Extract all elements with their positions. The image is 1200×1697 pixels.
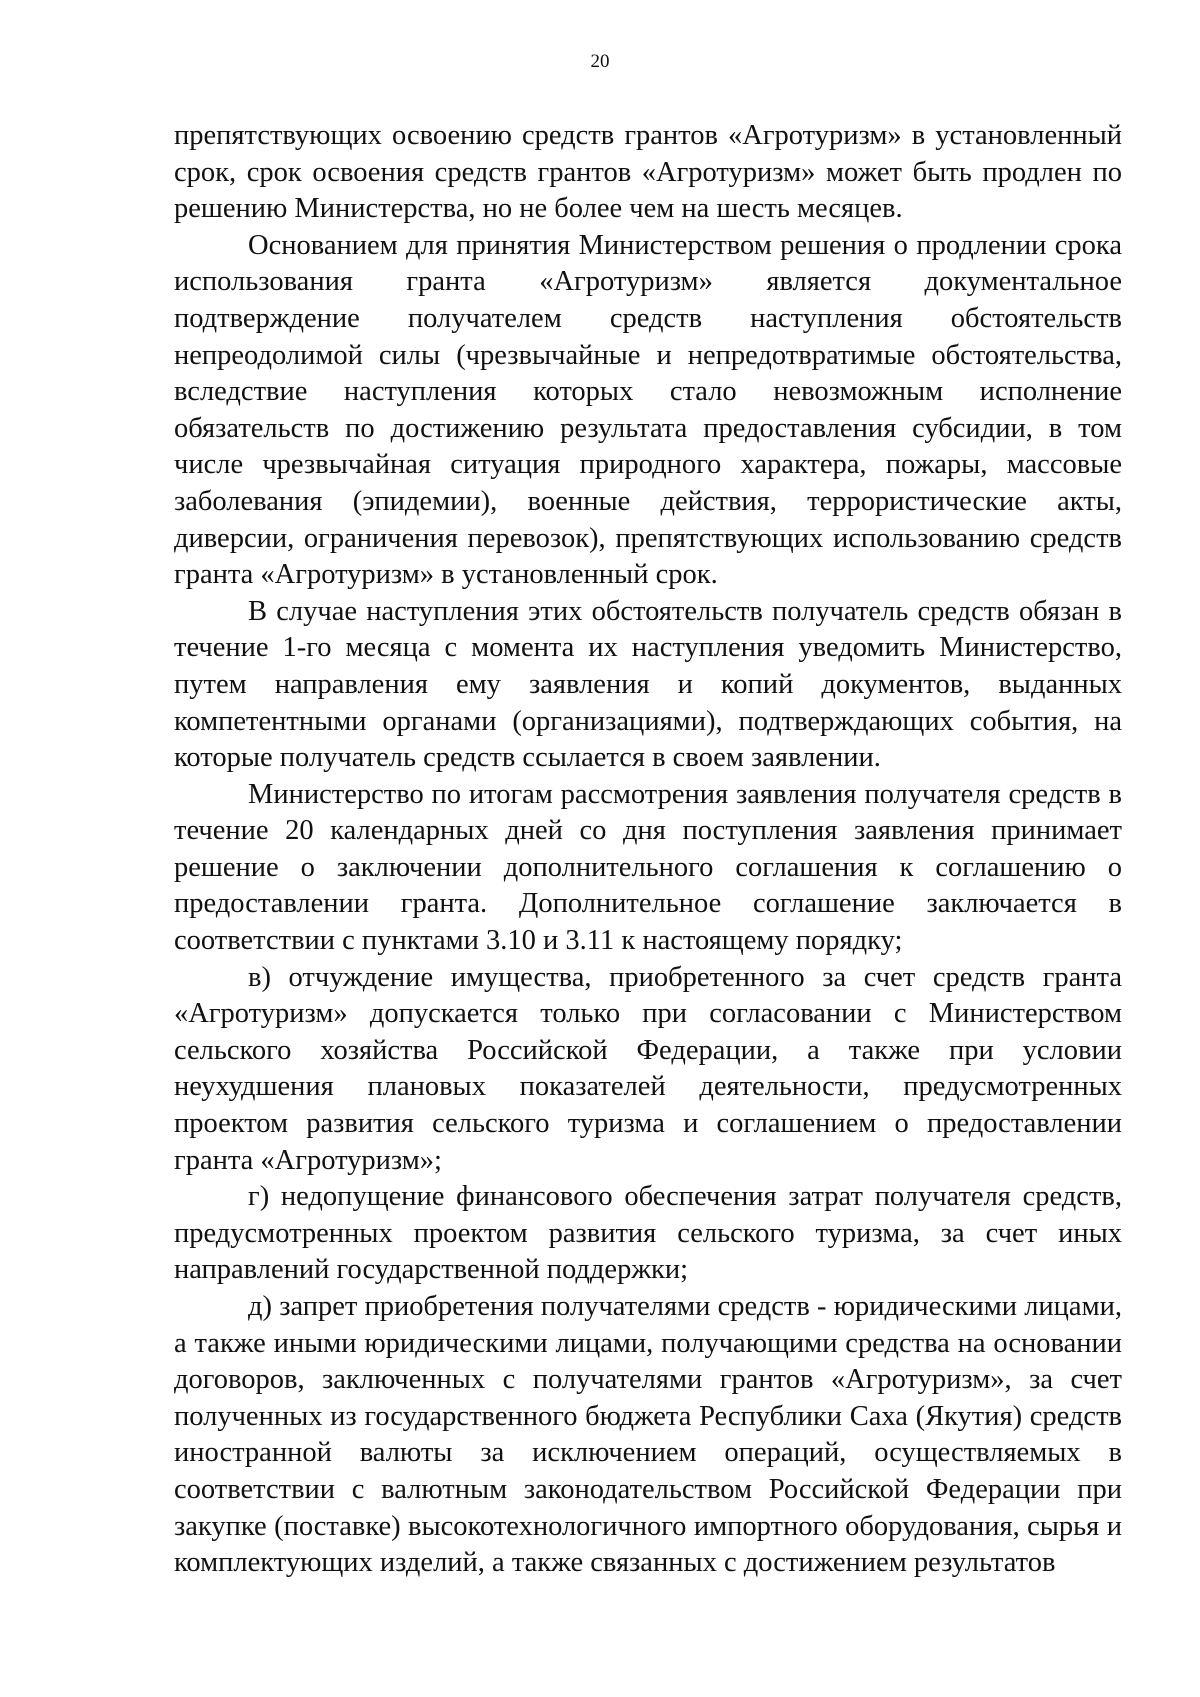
paragraph-continuation: препятствующих освоению средств грантов «Агротуризм» в установленный срок, срок освоения средств грантов «Агротуризм» может быть продлен по решению Министерства, но не более чем на шесть месяцев. xyxy=(174,120,1122,225)
paragraph-notification: В случае наступления этих обстоятельств получатель средств обязан в течение 1-го месяца с момента их наступления уведомить Министерство, путем направления ему заявления и копий документов, выданных компетентными органами (организациями), подтверждающих события, на которые получатель средств ссылается в своем заявлении. xyxy=(174,595,1122,774)
page-number: 20 xyxy=(590,51,610,72)
body-text xyxy=(174,118,1122,1582)
paragraph-item-g: г) недопущение финансового обеспечения затрат получателя средств, предусмотренных проектом развития сельского туризма, за счет иных направлений государственной поддержки; xyxy=(174,1181,1122,1286)
paragraph-item-v: в) отчуждение имущества, приобретенного за счет средств гранта «Агротуризм» допускается только при согласовании с Министерством сельского хозяйства Российской Федерации, а также при условии неухудшения плановых показателей деятельности, предусмотренных проектом развития сельского туризма и соглашением о предоставлении гранта «Агротуризм»; xyxy=(174,961,1122,1176)
paragraph-extension-grounds: Основанием для принятия Министерством решения о продлении срока использования гранта «Агротуризм» является документальное подтверждение получателем средств наступления обстоятельств непреодолимой силы (чрезвычайные и непредотвратимые обстоятельства, вследствие наступления которых стало невозможным исполнение обязательств по достижению результата предоставления субсидии, в том числе чрезвычайная ситуация природного характера, пожары, массовые заболевания (эпидемии), военные действия, террористические акты, диверсии, ограничения перевозок), препятствующих использованию средств гранта «Агротуризм» в установленный срок. xyxy=(174,229,1122,591)
paragraph-ministry-decision: Министерство по итогам рассмотрения заявления получателя средств в течение 20 календарных дней со дня поступления заявления принимает решение о заключении дополнительного соглашения к соглашению о предоставлении гранта. Дополнительное соглашение заключается в соответствии с пунктами 3.10 и 3.11 к настоящему порядку; xyxy=(174,778,1122,957)
paragraph-item-d: д) запрет приобретения получателями средств - юридическими лицами, а также иными юридическими лицами, получающими средства на основании договоров, заключенных с получателями грантов «Агротуризм», за счет полученных из государственного бюджета Республики Саха (Якутия) средств иностранной валюты за исключением операций, осуществляемых в соответствии с валютным законодательством Российской Федерации при закупке (поставке) высокотехнологичного импортного оборудования, сырья и комплектующих изделий, а также связанных с достижением результатов xyxy=(174,1291,1122,1579)
